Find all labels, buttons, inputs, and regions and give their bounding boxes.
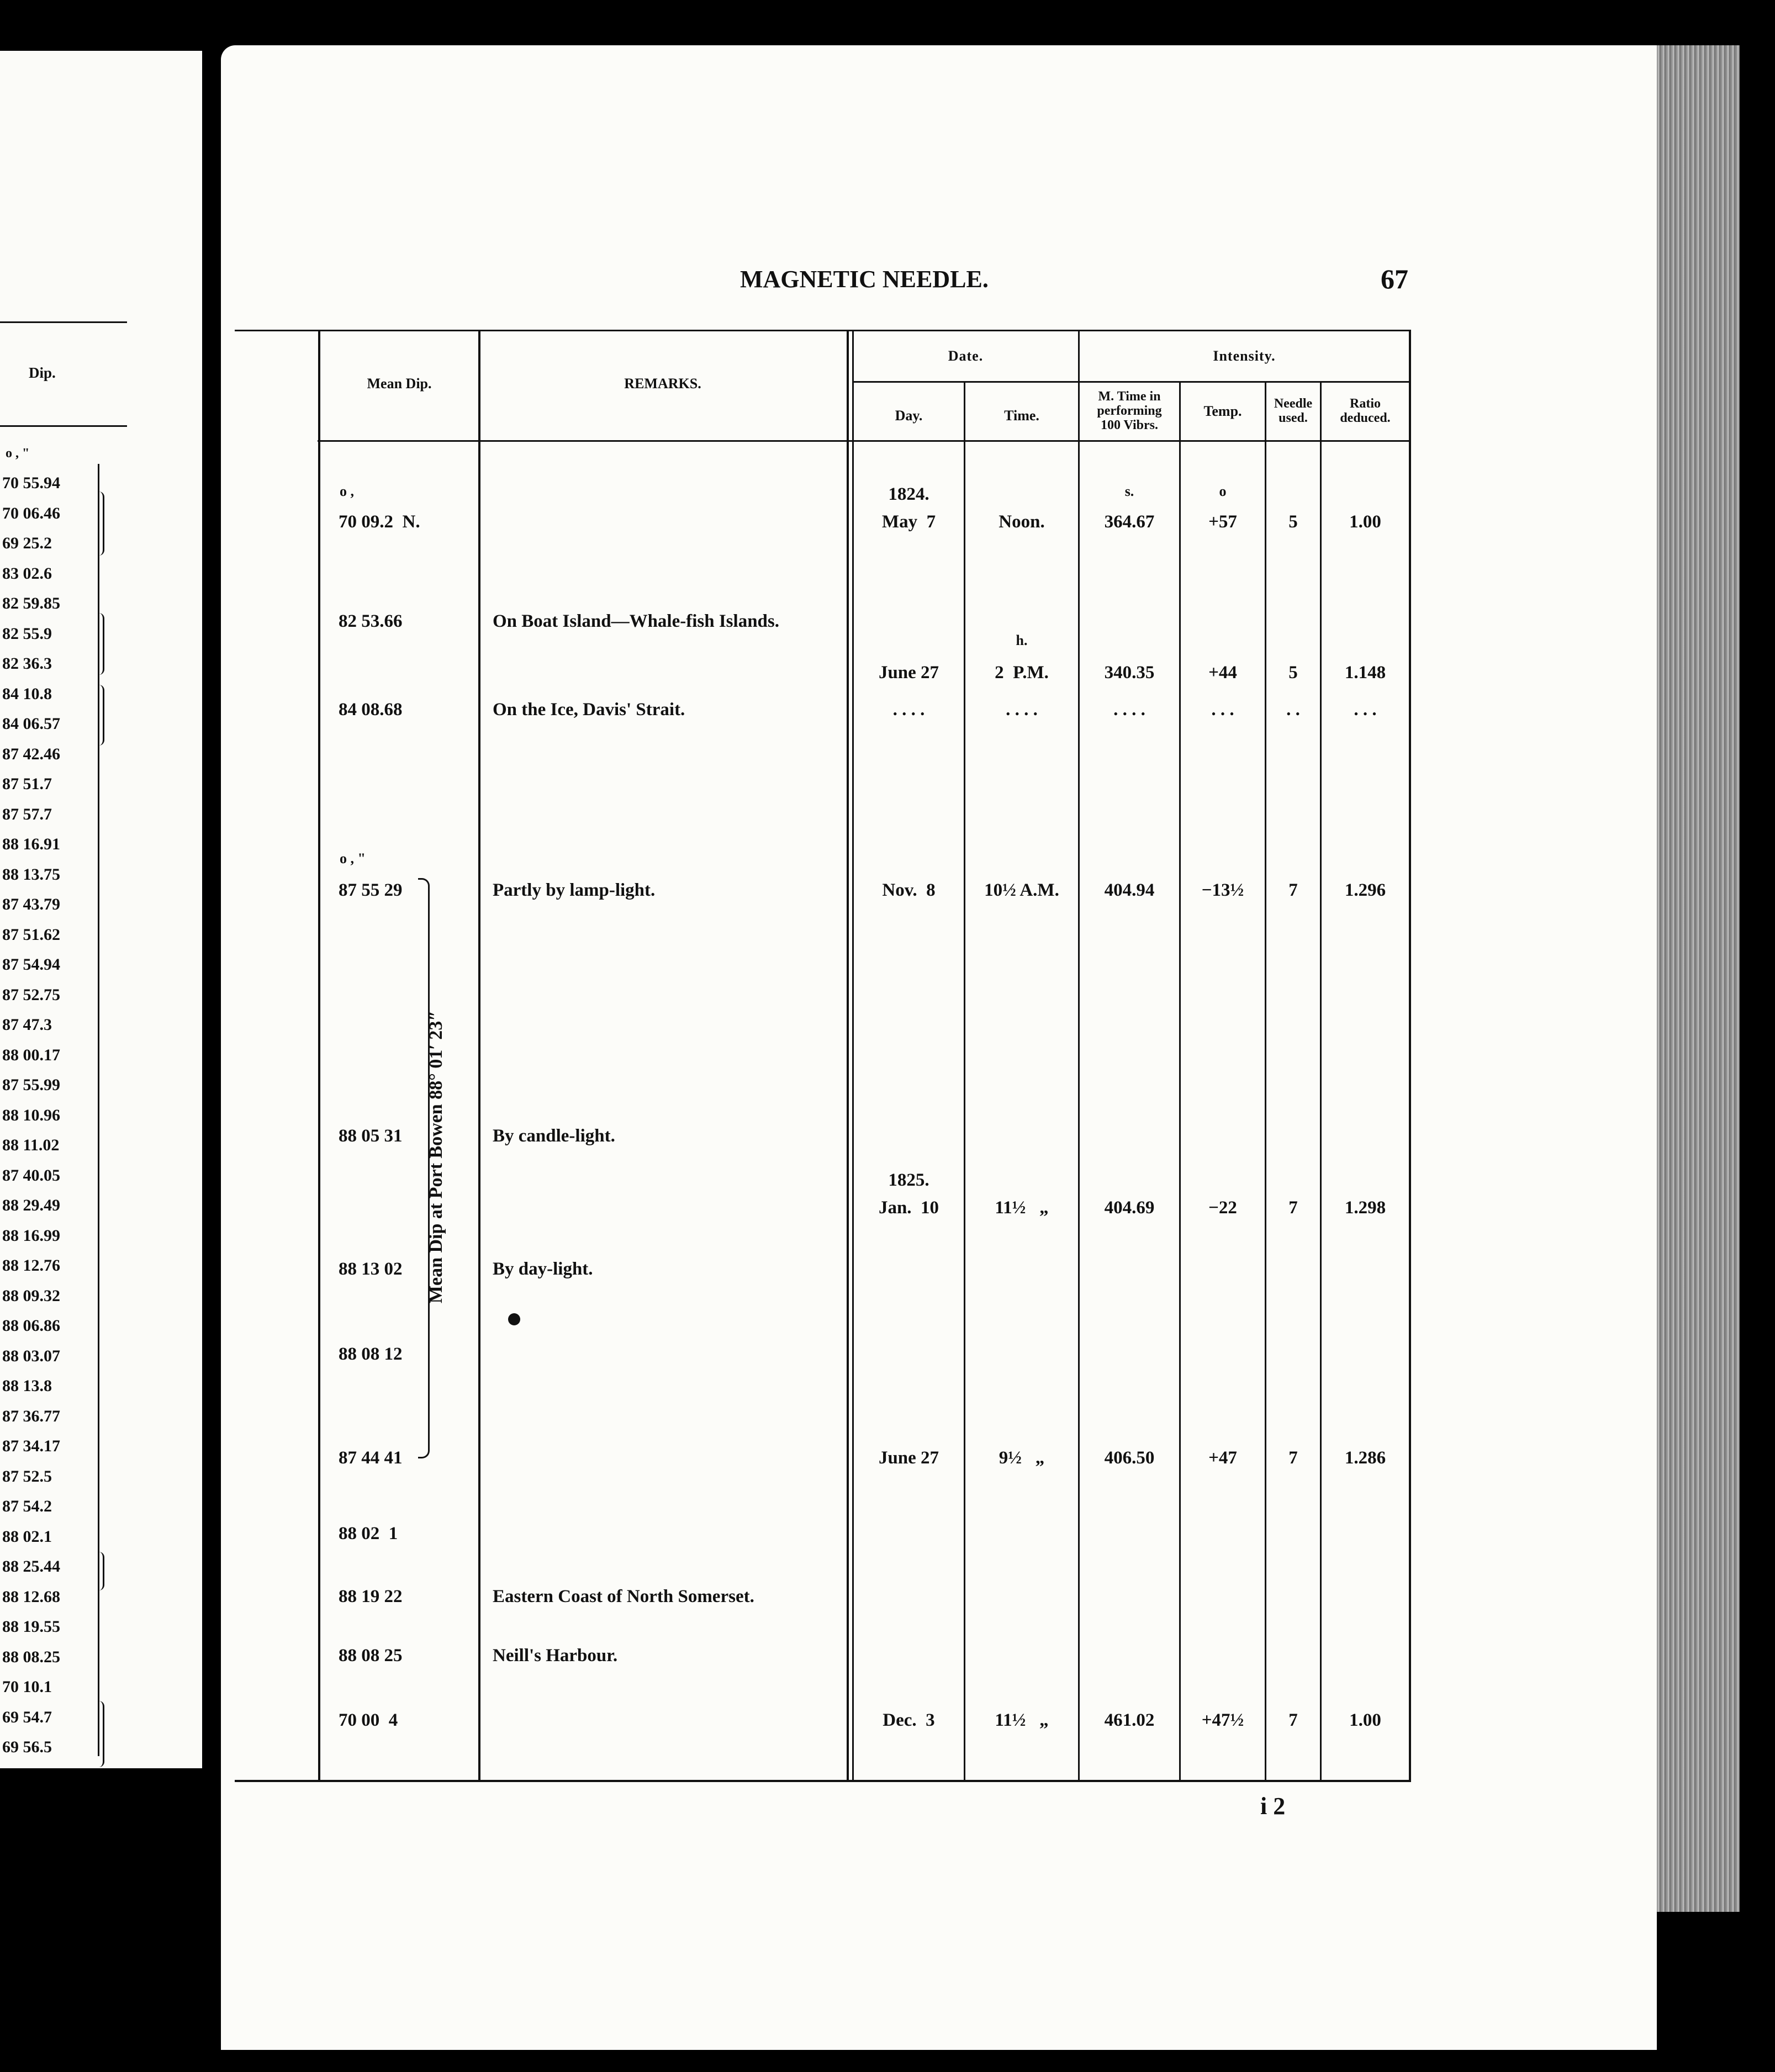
cell-time: 10½ A.M. (984, 880, 1059, 900)
cell-day: Jan. 10 (878, 1198, 939, 1218)
cell-day: Nov. 8 (882, 880, 936, 900)
cell-remarks: On Boat Island—Whale-fish Islands. (493, 611, 779, 631)
left-brace (97, 613, 104, 675)
left-table-rule-header (0, 425, 127, 427)
left-dip-value: 87 54.94 (2, 955, 60, 974)
cell-mean-dip: 70 00 4 (339, 1710, 398, 1730)
unit-deg-min: o , (340, 483, 354, 499)
cell-mean-dip: 88 02 1 (339, 1524, 398, 1544)
cell-m-time: 461.02 (1104, 1710, 1155, 1730)
cell-ratio: 1.298 (1344, 1198, 1386, 1218)
column-rule (964, 383, 965, 1782)
unit-seconds: s. (1124, 483, 1134, 499)
header-m-time-line: performing (1097, 404, 1162, 418)
left-dip-value: 70 06.46 (2, 504, 60, 522)
left-dip-value: 87 43.79 (2, 895, 60, 913)
left-dip-value: 87 55.99 (2, 1076, 60, 1094)
date-intensity-subrule (852, 381, 1410, 383)
left-brace (97, 685, 104, 746)
left-dip-value: 82 55.9 (2, 625, 52, 643)
header-day: Day. (895, 408, 923, 424)
running-head: MAGNETIC NEEDLE. (740, 266, 989, 293)
cell-temp: +47½ (1201, 1710, 1244, 1730)
cell-time: Noon. (999, 512, 1045, 532)
header-m-time-line: 100 Vibrs. (1100, 418, 1158, 432)
cell-time: 11½ „ (995, 1198, 1049, 1218)
left-dip-value: 87 52.5 (2, 1467, 52, 1486)
cell-day: June 27 (878, 663, 939, 683)
cell-temp: . . . (1211, 700, 1234, 720)
cell-temp: −22 (1208, 1198, 1237, 1218)
cell-temp: +57 (1208, 512, 1237, 532)
header-mean-dip: Mean Dip. (367, 376, 432, 392)
column-rule (1320, 383, 1322, 1782)
cell-needle: 7 (1288, 1710, 1298, 1730)
left-dip-value: 88 10.96 (2, 1106, 60, 1124)
left-brace (97, 491, 104, 556)
cell-m-time: 364.67 (1104, 512, 1155, 532)
cell-day: May 7 (881, 512, 936, 532)
cell-ratio: 1.00 (1349, 1710, 1381, 1730)
left-dip-value: 88 12.76 (2, 1256, 60, 1275)
cell-m-time: . . . . (1113, 700, 1145, 720)
cell-time: 2 P.M. (995, 663, 1049, 683)
column-rule (847, 330, 849, 1782)
left-dip-value: 88 13.8 (2, 1377, 52, 1395)
cell-needle: 5 (1288, 663, 1298, 683)
left-dip-value: 87 34.17 (2, 1437, 60, 1455)
left-dip-value: 87 51.62 (2, 926, 60, 944)
unit-deg-min-sec: o , " (340, 850, 366, 866)
cell-mean-dip: 84 08.68 (339, 700, 403, 720)
page-edges (1657, 45, 1740, 1912)
left-column-header: Dip. (29, 364, 56, 381)
table-bottom-rule (235, 1780, 1411, 1782)
cell-ratio: 1.296 (1344, 880, 1386, 900)
left-brace (97, 1552, 104, 1590)
unit-degree: o (1219, 483, 1227, 499)
left-brace (97, 1701, 104, 1767)
cell-remarks: By day-light. (493, 1259, 593, 1279)
left-dip-value: 88 08.25 (2, 1648, 60, 1666)
cell-mean-dip: 88 08 25 (339, 1646, 403, 1666)
cell-year: 1825. (888, 1170, 929, 1190)
column-rule (1409, 330, 1411, 1782)
left-dip-value: 88 02.1 (2, 1527, 52, 1546)
cell-remarks: On the Ice, Davis' Strait. (493, 700, 685, 720)
left-dip-value: 84 06.57 (2, 715, 60, 733)
cell-mean-dip: 88 08 12 (339, 1344, 403, 1364)
header-m-time (1080, 389, 1179, 432)
page-number: 67 (1381, 263, 1408, 294)
cell-mean-dip: 88 19 22 (339, 1587, 403, 1606)
left-dip-value: 88 03.07 (2, 1347, 60, 1365)
left-dip-value: 82 36.3 (2, 654, 52, 673)
cell-m-time: 404.69 (1104, 1198, 1155, 1218)
left-dip-value: 87 40.05 (2, 1166, 60, 1185)
cell-time: . . . . (1006, 700, 1038, 720)
cell-needle: 7 (1288, 880, 1298, 900)
cell-mean-dip: 87 44 41 (339, 1448, 403, 1468)
cell-mean-dip: 82 53.66 (339, 611, 403, 631)
left-dip-value: 69 25.2 (2, 534, 52, 552)
left-dip-value: 87 54.2 (2, 1497, 52, 1515)
column-rule (318, 330, 320, 1782)
left-dip-value: 88 06.86 (2, 1317, 60, 1335)
left-dip-value: 87 51.7 (2, 775, 52, 793)
cell-mean-dip: 88 13 02 (339, 1259, 403, 1279)
table-top-rule (235, 330, 1411, 331)
header-date: Date. (948, 348, 984, 364)
cell-needle: 7 (1288, 1448, 1298, 1468)
cell-year: 1824. (888, 484, 929, 504)
header-needle (1266, 397, 1320, 425)
cell-needle: 7 (1288, 1198, 1298, 1218)
cell-ratio: 1.00 (1349, 512, 1381, 532)
left-dip-value: 88 19.55 (2, 1618, 60, 1636)
column-rule (1179, 383, 1181, 1782)
cell-day: . . . . (892, 700, 925, 720)
header-ratio-line: Ratio (1350, 397, 1381, 411)
cell-needle: 5 (1288, 512, 1298, 532)
header-temp: Temp. (1203, 403, 1242, 419)
cell-temp: −13½ (1201, 880, 1244, 900)
cell-needle: . . (1286, 700, 1300, 720)
cell-time: 9½ „ (999, 1448, 1045, 1468)
left-dip-value: 87 42.46 (2, 745, 60, 763)
cell-m-time: 340.35 (1104, 663, 1155, 683)
header-intensity: Intensity. (1213, 348, 1276, 364)
left-dip-value: 87 36.77 (2, 1407, 60, 1425)
header-needle-line: used. (1279, 411, 1308, 425)
cell-m-time: 404.94 (1104, 880, 1155, 900)
cell-day: June 27 (878, 1448, 939, 1468)
cell-remarks: Neill's Harbour. (493, 1646, 618, 1666)
left-dip-value: 88 09.32 (2, 1287, 60, 1305)
cell-remarks: Partly by lamp-light. (493, 880, 656, 900)
left-dip-value: 69 56.5 (2, 1738, 52, 1756)
column-rule (1078, 330, 1080, 1782)
header-ratio (1322, 397, 1409, 425)
column-rule (852, 330, 854, 1782)
cell-day: Dec. 3 (883, 1710, 935, 1730)
ink-dot (508, 1313, 520, 1325)
left-dip-value: 88 13.75 (2, 865, 60, 884)
cell-remarks: Eastern Coast of North Somerset. (493, 1587, 754, 1606)
left-dip-value: 88 00.17 (2, 1046, 60, 1064)
left-dip-value: 88 25.44 (2, 1557, 60, 1576)
left-dip-value: 82 59.85 (2, 594, 60, 612)
cell-temp: +44 (1208, 663, 1237, 683)
header-time: Time. (1004, 408, 1039, 424)
left-dip-value: 83 02.6 (2, 564, 52, 583)
header-remarks: REMARKS. (624, 376, 701, 392)
column-rule (478, 330, 480, 1782)
left-dip-value: 84 10.8 (2, 685, 52, 703)
left-dip-value: 70 10.1 (2, 1678, 52, 1696)
left-dip-value: 70 55.94 (2, 474, 60, 492)
cell-m-time: 406.50 (1104, 1448, 1155, 1468)
left-dip-value: 88 11.02 (2, 1136, 60, 1154)
cell-mean-dip: 70 09.2 N. (339, 512, 420, 532)
mean-dip-bracket-note: Mean Dip at Port Bowen 88° 01′ 23″ (426, 1010, 446, 1304)
signature-mark: i 2 (1260, 1793, 1286, 1820)
cell-temp: +47 (1208, 1448, 1237, 1468)
cell-mean-dip: 87 55 29 (339, 880, 403, 900)
left-degree-marks: o , " (6, 446, 30, 461)
left-dip-value: 88 16.99 (2, 1227, 60, 1245)
left-dip-value: 87 57.7 (2, 805, 52, 823)
header-m-time-line: M. Time in (1098, 389, 1161, 404)
left-dip-value: 87 52.75 (2, 986, 60, 1004)
table-header-rule (318, 440, 1411, 442)
left-dip-value: 87 47.3 (2, 1016, 52, 1034)
cell-remarks: By candle-light. (493, 1126, 615, 1146)
cell-ratio: 1.286 (1344, 1448, 1386, 1468)
left-dip-value: 88 16.91 (2, 835, 60, 853)
header-ratio-line: deduced. (1340, 411, 1391, 425)
cell-mean-dip: 88 05 31 (339, 1126, 403, 1146)
left-dip-value: 69 54.7 (2, 1708, 52, 1726)
unit-hours: h. (1016, 632, 1028, 648)
cell-ratio: . . . (1354, 700, 1377, 720)
column-rule (1265, 383, 1266, 1782)
left-dip-value: 88 12.68 (2, 1588, 60, 1606)
header-needle-line: Needle (1274, 397, 1313, 411)
cell-ratio: 1.148 (1344, 663, 1386, 683)
left-table-rule-top (0, 321, 127, 323)
left-dip-value: 88 29.49 (2, 1196, 60, 1214)
cell-time: 11½ „ (995, 1710, 1049, 1730)
